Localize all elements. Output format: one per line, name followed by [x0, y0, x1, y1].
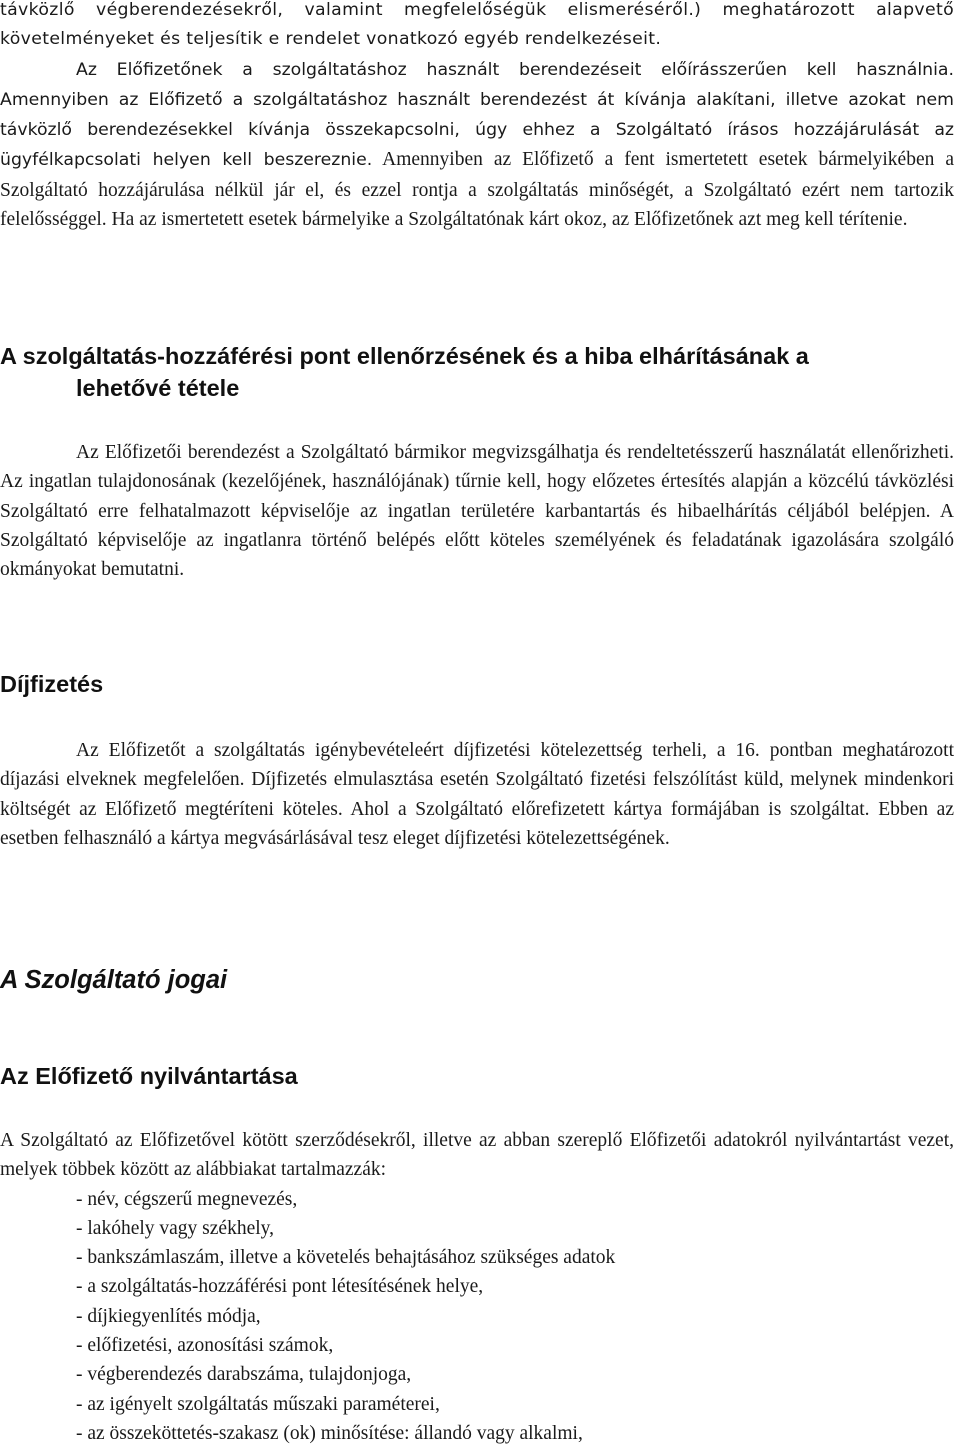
intro-paragraph-2	[0, 55, 954, 235]
list-item: - név, cégszerű megnevezés,	[76, 1188, 298, 1210]
access-section	[0, 340, 954, 404]
list-item: - előfizetési, azonosítási számok,	[76, 1335, 334, 1357]
intro-paragraph-2-serif-run: Amennyiben az Előfizető a fent ismertetett esetek bármelyikében a Szolgáltató hozzájárulása nélkül jár el, és ezzel rontja a szolgáltatás minőségét, a Szolgáltató ezért nem tartozik felelősséggel. Ha az ismertetett esetek bármelyike a Szolgáltatónak kárt okoz, az Előfizetőnek azt meg kell térítenie.	[0, 149, 954, 231]
list-item: - az igényelt szolgáltatás műszaki paraméterei,	[76, 1393, 440, 1415]
fees-heading: Díjfizetés	[0, 671, 104, 697]
fees-paragraph: Az Előfizetőt a szolgáltatás igénybevételeért díjfizetési kötelezettség terheli, a 16. pontban meghatározott díjazási elveknek megfelelően. Díjfizetés elmulasztása esetén Szolgáltató fizetési felszólítást küld, melynek mindenkori költségét az Előfizető megtéríteni köteles. Ahol a Szolgáltató előrefizetett kártya formájában is szolgáltat. Ebben az esetben felhasználó a kártya megvásárlásával tesz eleget díjfizetési kötelezettségének.	[0, 740, 954, 849]
registry-section	[0, 1060, 954, 1092]
fees-body-section	[0, 736, 954, 853]
list-item: - végberendezés darabszáma, tulajdonjoga,	[76, 1364, 412, 1386]
list-item: - a szolgáltatás-hozzáférési pont létesítésének helye,	[76, 1276, 484, 1298]
registry-body-section	[0, 1126, 954, 1448]
registry-heading: Az Előfizető nyilvántartása	[0, 1063, 298, 1089]
access-body-section	[0, 438, 954, 584]
registry-paragraph: A Szolgáltató az Előfizetővel kötött szerződésekről, illetve az abban szereplő Előfizetői adatokról nyilvántartást vezet, melyek többek között az alábbiakat tartalmazzák:	[0, 1130, 954, 1181]
intro-paragraph-1: távközlő végberendezésekről, valamint megfelelőségük elismeréséről.) meghatározott alapvető követelményeket és teljesítik e rendelet vonatkozó egyéb rendelkezéseit.	[0, 0, 954, 50]
registry-list	[0, 1185, 954, 1448]
list-item: - lakóhely vagy székhely,	[76, 1217, 274, 1239]
intro-paragraph-2-sans-run: Az Előfizetőnek a szolgáltatáshoz használt berendezéseit előírásszerűen kell használnia. Amennyiben az Előfizető a szolgáltatáshoz használt berendezést át kívánja alakítani, illetve azokat nem távközlő berendezésekkel kívánja összekapcsolni, úgy ehhez a Szolgáltató írásos hozzájárulását az ügyfélkapcsolati helyen kell beszereznie.	[0, 59, 954, 171]
access-heading-line-2: lehetővé tétele	[76, 375, 240, 401]
list-item: - bankszámlaszám, illetve a követelés behajtásához szükséges adatok	[76, 1247, 616, 1269]
intro-section	[0, 0, 954, 234]
fees-section	[0, 668, 954, 700]
access-paragraph: Az Előfizetői berendezést a Szolgáltató bármikor megvizsgálhatja és rendeltetésszerű használatát ellenőrizheti. Az ingatlan tulajdonosának (kezelőjének, használójának) tűrnie kell, hogy előzetes értesítés alapján a közcélú távközlési Szolgáltató erre felhatalmazott képviselője az ingatlan területére karbantartás és hibaelhárítás céljából belépjen. A Szolgáltató képviselője az ingatlanra történő belépés előtt köteles személyének és feladatának igazolására szolgáló okmányokat bemutatni.	[0, 442, 954, 581]
rights-heading: A Szolgáltató jogai	[0, 966, 228, 994]
rights-section	[0, 964, 954, 996]
access-heading	[0, 340, 954, 404]
list-item: - díjkiegyenlítés módja,	[76, 1305, 261, 1327]
list-item: - az összeköttetés-szakasz (ok) minősítése: állandó vagy alkalmi,	[76, 1422, 583, 1444]
access-heading-line-1: A szolgáltatás-hozzáférési pont ellenőrzésének és a hiba elhárításának a	[0, 343, 809, 369]
